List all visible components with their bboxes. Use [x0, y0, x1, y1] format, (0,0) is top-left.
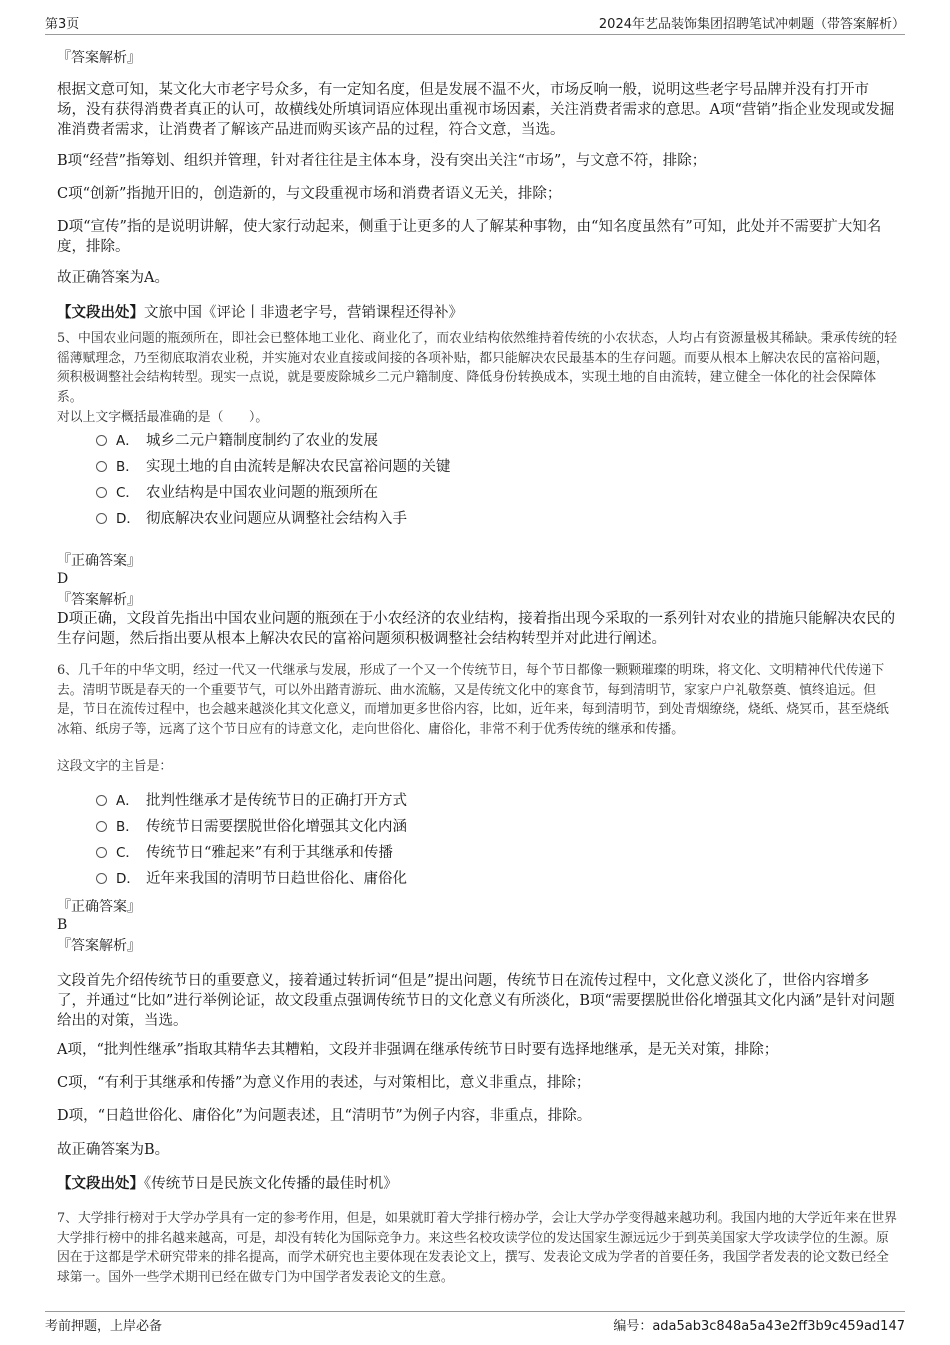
radio-icon[interactable] [96, 795, 107, 806]
page-number: 第3页 [45, 17, 80, 32]
q6-option-a[interactable] [96, 791, 407, 811]
option-letter: B． [116, 459, 139, 475]
radio-icon[interactable] [96, 435, 107, 446]
option-text: 彻底解决农业问题应从调整社会结构入手 [146, 511, 407, 527]
q6-source-text: 《传统节日是民族文化传播的最佳时机》 [144, 1176, 398, 1192]
q7-question-text: 7、大学排行榜对于大学办学具有一定的参考作用，但是，如果就盯着大学排行榜办学，会让大学办学变得越来越功利。我国内地的大学近年来在世界大学排行榜中的排名越来越高，可是，却没有转化为国际竞争力。来这些名校攻读学位的发达国家生源远远少于到英美国家大学攻读学位的生源。原因在于这都是学术研究带来的排名提高，而学术研究也主要体现在发表论文上，撰写、发表论文成为学者的首要任务，我国学者发表的论文数已经全球第一。国外一些学术期刊已经在做专门为中国学者发表论文的生意。 [57, 1211, 897, 1285]
footer-slogan: 考前押题，上岸必备 [45, 1319, 163, 1334]
q4-analysis-label: 『答案解析』 [57, 50, 141, 66]
q6-conclusion: 故正确答案为B。 [57, 1142, 170, 1158]
q6-source [57, 1174, 897, 1194]
q5-prompt: 对以上文字概括最准确的是（ ）。 [57, 410, 269, 425]
q6-analysis-para1: 文段首先介绍传统节日的重要意义，接着通过转折词“但是”提出问题，传统节日在流传过程中，文化意义淡化了，世俗内容增多了，并通过“比如”进行举例论证，故文段重点强调传统节日的文化意义有所淡化，B项“需要摆脱世俗化增强其文化内涵”是针对问题给出的对策，当选。 [57, 973, 895, 1029]
radio-icon[interactable] [96, 873, 107, 884]
q6-analysis-para2: A项，“批判性继承”指取其精华去其糟粕，文段并非强调在继承传统节日时要有选择地继承，是无关对策，排除； [57, 1042, 779, 1058]
q6-option-d[interactable] [96, 869, 407, 889]
option-text: 传统节日“雅起来”有利于其继承和传播 [146, 845, 393, 861]
radio-icon[interactable] [96, 847, 107, 858]
q6-question-text: 6、几千年的中华文明，经过一代又一代继承与发展，形成了一个又一个传统节日，每个节日都像一颗颗璀璨的明珠，将文化、文明精神代代传递下去。清明节既是春天的一个重要节气，可以外出踏青游玩、曲水流觞，又是传统文化中的寒食节，每到清明节，家家户户礼敬祭奠、慎终追远。但是，节日在流传过程中，也会越来越淡化其文化意义，而增加更多世俗内容，比如，近年来，每到清明节，到处青烟缭绕，烧纸、烧冥币，甚至烧纸冰箱、纸房子等，远离了这个节日应有的诗意文化，走向世俗化、庸俗化，非常不利于优秀传统的继承和传播。 [57, 663, 889, 737]
document-title: 2024年艺品装饰集团招聘笔试冲刺题（带答案解析） [598, 17, 905, 32]
option-letter: C． [116, 845, 139, 861]
q5-question-text: 5、中国农业问题的瓶颈所在，即社会已整体地工业化、商业化了，而农业结构依然维持着传统的小农状态，人均占有资源量极其稀缺。秉承传统的轻徭薄赋理念，乃至彻底取消农业税，并实施对农业直接或间接的各项补贴，都只能解决农民最基本的生存问题。而要从根本上解决农民的富裕问题，须积极调整社会结构转型。现实一点说，就是要废除城乡二元户籍制度、降低身份转换成本，实现土地的自由流转，建立健全一体化的社会保障体系。 [57, 331, 897, 405]
option-letter: A． [116, 433, 139, 449]
q5-analysis: D项正确，文段首先指出中国农业问题的瓶颈在于小农经济的农业结构，接着指出现今采取的一系列针对农业的措施只能解决农民的生存问题，然后指出要从根本上解决农民的富裕问题须积极调整社会结构转型并对此进行阐述。 [57, 611, 896, 647]
option-text: 近年来我国的清明节日趋世俗化、庸俗化 [146, 871, 407, 887]
q6-answer-label: 『正确答案』 [57, 899, 141, 915]
radio-icon[interactable] [96, 487, 107, 498]
option-text: 农业结构是中国农业问题的瓶颈所在 [146, 485, 378, 501]
page-header [45, 10, 905, 35]
radio-icon[interactable] [96, 513, 107, 524]
q6-prompt: 这段文字的主旨是： [57, 759, 173, 774]
q5-answer-label: 『正确答案』 [57, 553, 141, 569]
q5-option-a[interactable] [96, 431, 378, 451]
q5-option-d[interactable] [96, 509, 407, 529]
q4-source [57, 303, 897, 323]
q6-analysis-para4: D项，“日趋世俗化、庸俗化”为问题表述，且“清明节”为例子内容，非重点，排除。 [57, 1108, 592, 1124]
q4-analysis-para3: C项“创新”指抛开旧的，创造新的，与文段重视市场和消费者语义无关，排除； [57, 186, 562, 202]
option-text: 城乡二元户籍制度制约了农业的发展 [146, 433, 378, 449]
option-letter: B． [116, 819, 139, 835]
q6-answer: B [57, 917, 68, 933]
q5-option-c[interactable] [96, 483, 378, 503]
radio-icon[interactable] [96, 461, 107, 472]
q6-analysis-para3: C项，“有利于其继承和传播”为意义作用的表述，与对策相比，意义非重点，排除； [57, 1075, 591, 1091]
q5-option-b[interactable] [96, 457, 451, 477]
option-letter: C． [116, 485, 139, 501]
radio-icon[interactable] [96, 821, 107, 832]
option-letter: D． [116, 871, 140, 887]
q4-source-text: 文旅中国《评论丨非遗老字号，营销课程还得补》 [144, 305, 463, 321]
option-text: 实现土地的自由流转是解决农民富裕问题的关键 [146, 459, 451, 475]
q6-analysis-label: 『答案解析』 [57, 938, 141, 954]
q4-analysis-para1: 根据文意可知，某文化大市老字号众多，有一定知名度，但是发展不温不火，市场反响一般，说明这些老字号品牌并没有打开市场，没有获得消费者真正的认可，故横线处所填词语应体现出重视市场因素，关注消费者需求的意思。A项“营销”指企业发现或发掘准消费者需求，让消费者了解该产品进而购买该产品的过程，符合文意，当选。 [57, 82, 895, 138]
q6-source-prefix: 【文段出处】 [57, 1175, 144, 1192]
page-footer [45, 1311, 905, 1336]
document-id: 编号：ada5ab3c848a5a43e2ff3b9c459ad147 [613, 1319, 905, 1334]
option-text: 传统节日需要摆脱世俗化增强其文化内涵 [146, 819, 407, 835]
option-text: 批判性继承才是传统节日的正确打开方式 [146, 793, 407, 809]
q4-conclusion: 故正确答案为A。 [57, 270, 169, 286]
q4-analysis-para4: D项“宣传”指的是说明讲解，使大家行动起来，侧重于让更多的人了解某种事物，由“知名度虽然有”可知，此处并不需要扩大知名度，排除。 [57, 219, 882, 255]
option-letter: A． [116, 793, 139, 809]
q5-answer: D [57, 571, 69, 587]
q5-analysis-label: 『答案解析』 [57, 592, 141, 608]
q6-option-b[interactable] [96, 817, 407, 837]
q4-source-prefix: 【文段出处】 [57, 304, 144, 321]
q6-option-c[interactable] [96, 843, 393, 863]
option-letter: D． [116, 511, 140, 527]
q4-analysis-para2: B项“经营”指筹划、组织并管理，针对者往往是主体本身，没有突出关注“市场”，与文意不符，排除； [57, 153, 707, 169]
